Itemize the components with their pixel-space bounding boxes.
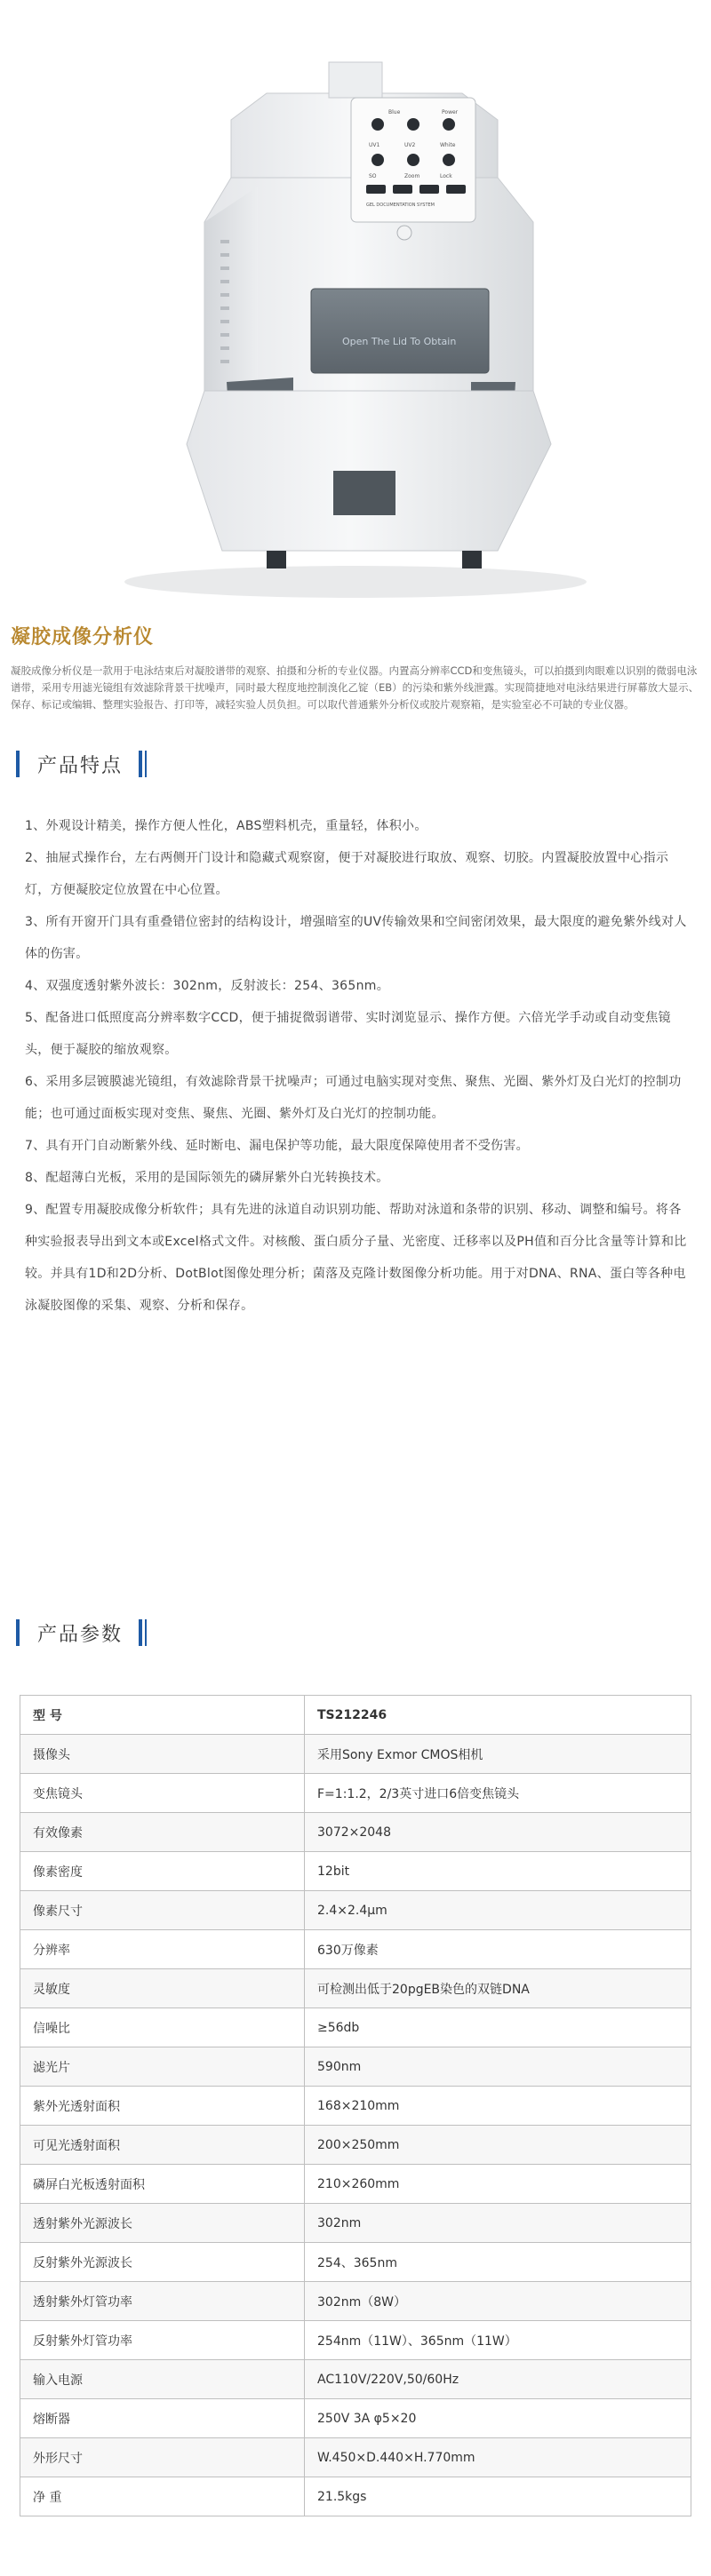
spec-key: 像素密度 <box>20 1852 305 1891</box>
spec-row <box>20 1696 691 1735</box>
spec-value: 254、365nm <box>305 2243 691 2282</box>
spec-row <box>20 2165 691 2204</box>
spec-row <box>20 2008 691 2047</box>
gel-imager-illustration <box>0 0 711 622</box>
spec-value: 200×250mm <box>305 2126 691 2165</box>
product-description: 凝胶成像分析仪是一款用于电泳结束后对凝胶谱带的观察、拍摄和分析的专业仪器。内置高分辨率CCD和变焦镜头，可以拍摄到肉眼难以识别的微弱电泳谱带，采用专用滤光镜组有效滤除背景干扰噪声，同时最大程度地控制溴化乙锭（EB）的污染和紫外线泄露。实现简捷地对电泳结果进行屏幕放大显示、保存、标记或编辑、整理实验报告、打印等，减轻实验人员负担。可以取代普通紫外分析仪或胶片观察箱，是实验室必不可缺的专业仪器。 <box>11 664 699 711</box>
spec-key: 反射紫外灯管功率 <box>20 2321 305 2360</box>
spec-row <box>20 2126 691 2165</box>
spec-key: 熔断器 <box>20 2399 305 2438</box>
panel-label: Lock <box>440 173 452 179</box>
spec-key: 反射紫外光源波长 <box>20 2243 305 2282</box>
feature-item: 2、抽屉式操作台，左右两侧开门设计和隐藏式观察窗，便于对凝胶进行取放、观察、切胶。内置凝胶放置中心指示灯，方便凝胶定位放置在中心位置。 <box>25 851 669 897</box>
feature-item: 7、具有开门自动断紫外线、延时断电、漏电保护等功能，最大限度保障使用者不受伤害。 <box>25 1139 529 1153</box>
spec-value: F=1:1.2，2/3英寸进口6倍变焦镜头 <box>305 1774 691 1813</box>
spec-key: 透射紫外灯管功率 <box>20 2282 305 2321</box>
spec-value: 可检测出低于20pgEB染色的双链DNA <box>305 1969 691 2008</box>
spec-key: 滤光片 <box>20 2047 305 2087</box>
params-heading <box>16 1615 147 1650</box>
spec-key: 透射紫外光源波长 <box>20 2204 305 2243</box>
spec-row <box>20 2243 691 2282</box>
spec-row <box>20 2477 691 2516</box>
spec-value: 21.5kgs <box>305 2477 691 2516</box>
spec-key: 像素尺寸 <box>20 1891 305 1930</box>
heading-bar <box>16 1619 20 1646</box>
spec-key: 紫外光透射面积 <box>20 2087 305 2126</box>
feature-item: 8、配超薄白光板，采用的是国际领先的磷屏紫外白光转换技术。 <box>25 1171 389 1185</box>
feature-item: 4、双强度透射紫外波长：302nm，反射波长：254、365nm。 <box>25 979 389 993</box>
spec-value: 210×260mm <box>305 2165 691 2204</box>
panel-label: UV2 <box>404 142 416 148</box>
heading-bar <box>139 751 142 777</box>
features-title: 产品特点 <box>37 754 124 777</box>
feature-list <box>25 810 687 1322</box>
spec-key: 分辨率 <box>20 1930 305 1969</box>
spec-row <box>20 2360 691 2399</box>
feature-item: 3、所有开窗开门具有重叠错位密封的结构设计，增强暗室的UV传输效果和空间密闭效果，最大限度的避免紫外线对人体的伤害。 <box>25 915 687 961</box>
spec-key: 灵敏度 <box>20 1969 305 2008</box>
spec-value: 630万像素 <box>305 1930 691 1969</box>
panel-label: Blue <box>388 109 401 115</box>
spec-value: AC110V/220V,50/60Hz <box>305 2360 691 2399</box>
spec-table <box>20 1695 691 2516</box>
spec-value: 168×210mm <box>305 2087 691 2126</box>
spec-row <box>20 2282 691 2321</box>
spec-key: 净 重 <box>20 2477 305 2516</box>
panel-footer: GEL DOCUMENTATION SYSTEM <box>366 203 435 208</box>
panel-label: SO <box>369 173 377 179</box>
params-title: 产品参数 <box>37 1623 124 1646</box>
spec-row <box>20 1735 691 1774</box>
spec-value: 12bit <box>305 1852 691 1891</box>
spec-row <box>20 2047 691 2087</box>
spec-row <box>20 1852 691 1891</box>
spec-key: 可见光透射面积 <box>20 2126 305 2165</box>
panel-label: Power <box>442 109 459 115</box>
panel-label: UV1 <box>369 142 380 148</box>
spec-key: 输入电源 <box>20 2360 305 2399</box>
spec-value: 250V 3A φ5×20 <box>305 2399 691 2438</box>
features-heading <box>16 746 147 782</box>
spec-key: 磷屏白光板透射面积 <box>20 2165 305 2204</box>
panel-label: White <box>440 142 456 148</box>
feature-item: 1、外观设计精美，操作方便人性化，ABS塑料机壳，重量轻，体积小。 <box>25 819 427 833</box>
spec-value: TS212246 <box>305 1696 691 1735</box>
spec-value: 3072×2048 <box>305 1813 691 1852</box>
spec-row <box>20 2321 691 2360</box>
heading-bar <box>145 751 147 777</box>
spec-value: W.450×D.440×H.770mm <box>305 2438 691 2477</box>
spec-value: 590nm <box>305 2047 691 2087</box>
product-image <box>0 0 711 622</box>
spec-value: 302nm <box>305 2204 691 2243</box>
spec-row <box>20 2438 691 2477</box>
window-text: Open The Lid To Obtain <box>342 336 457 347</box>
spec-row <box>20 1891 691 1930</box>
product-title: 凝胶成像分析仪 <box>11 626 155 648</box>
spec-value: 254nm（11W）、365nm（11W） <box>305 2321 691 2360</box>
spec-key: 变焦镜头 <box>20 1774 305 1813</box>
spec-key: 有效像素 <box>20 1813 305 1852</box>
spec-value: ≥56db <box>305 2008 691 2047</box>
spec-row <box>20 2204 691 2243</box>
spec-value: 2.4×2.4μm <box>305 1891 691 1930</box>
spec-row <box>20 1969 691 2008</box>
spec-row <box>20 2399 691 2438</box>
feature-item: 9、配置专用凝胶成像分析软件；具有先进的泳道自动识别功能、帮助对泳道和条带的识别、移动、调整和编号。将各种实验报表导出到文本或Excel格式文件。对核酸、蛋白质分子量、光密度、迁移率以及PH值和百分比含量等计算和比较。并具有1D和2D分析、DotBlot图像处理分析；菌落及克隆计数图像分析功能。用于对DNA、RNA、蛋白等各种电泳凝胶图像的采集、观察、分析和保存。 <box>25 1203 687 1313</box>
spec-row <box>20 2087 691 2126</box>
panel-label: Zoom <box>404 173 420 179</box>
feature-item: 6、采用多层镀膜滤光镜组，有效滤除背景干扰噪声；可通过电脑实现对变焦、聚焦、光圈、紫外灯及白光灯的控制功能；也可通过面板实现对变焦、聚焦、光圈、紫外灯及白光灯的控制功能。 <box>25 1075 682 1121</box>
heading-bar <box>16 751 20 777</box>
heading-bar <box>145 1619 147 1646</box>
spec-value: 302nm（8W） <box>305 2282 691 2321</box>
spec-key: 信噪比 <box>20 2008 305 2047</box>
spec-row <box>20 1813 691 1852</box>
spec-key: 型 号 <box>20 1696 305 1735</box>
spec-key: 摄像头 <box>20 1735 305 1774</box>
feature-item: 5、配备进口低照度高分辨率数字CCD，便于捕捉微弱谱带、实时浏览显示、操作方便。六倍光学手动或自动变焦镜头，便于凝胶的缩放观察。 <box>25 1011 671 1057</box>
heading-bar <box>139 1619 142 1646</box>
spec-key: 外形尺寸 <box>20 2438 305 2477</box>
spec-row <box>20 1774 691 1813</box>
spec-value: 采用Sony Exmor CMOS相机 <box>305 1735 691 1774</box>
spec-row <box>20 1930 691 1969</box>
